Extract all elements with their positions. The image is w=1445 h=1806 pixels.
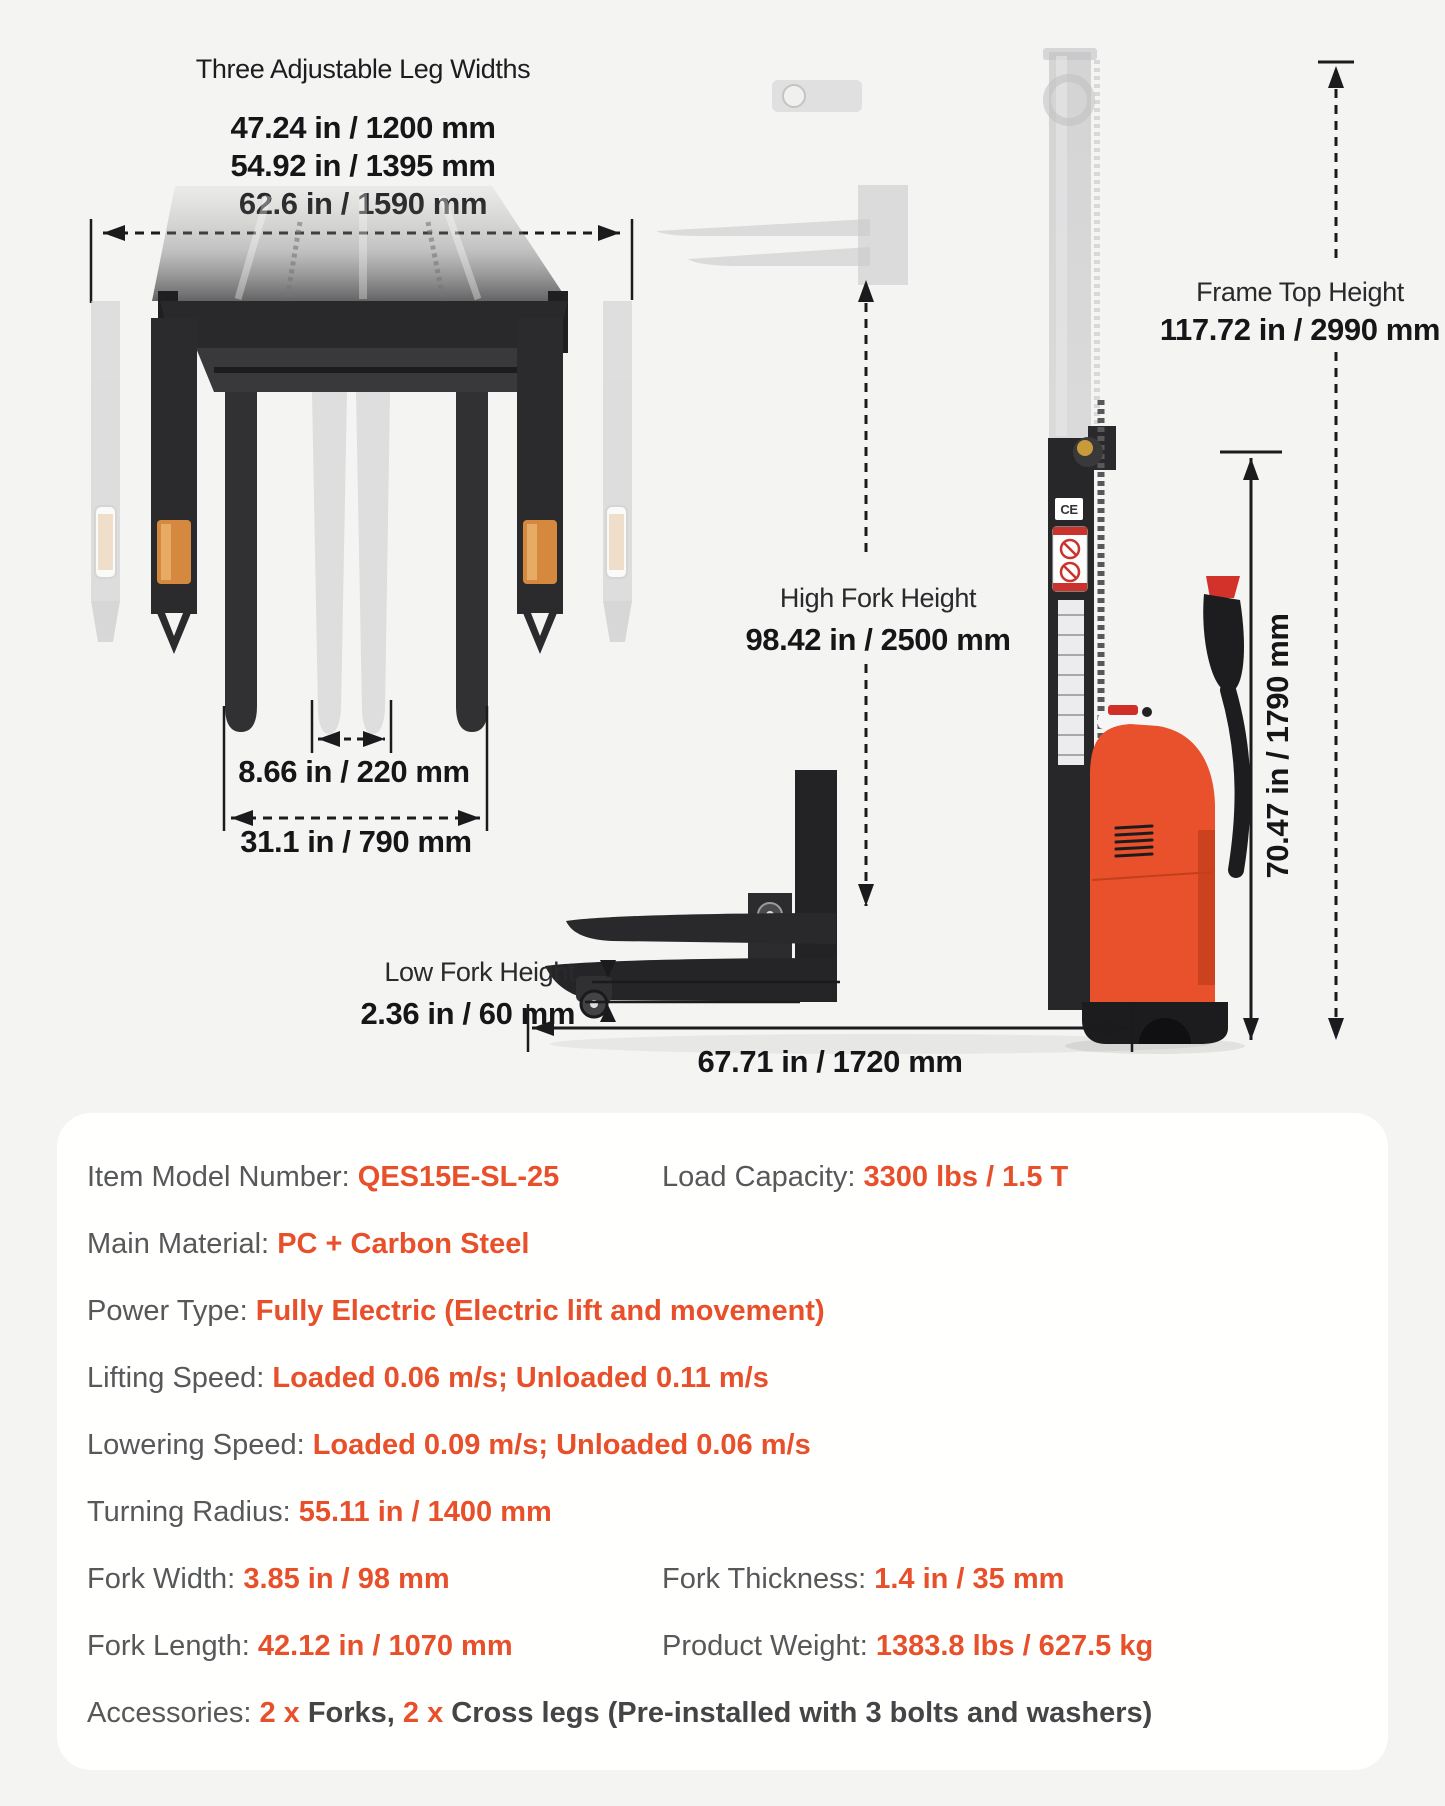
ghost-fork-center-right [356, 392, 390, 734]
cross-leg-left [151, 318, 197, 654]
spec-value: 3300 lbs / 1.5 T [863, 1161, 1069, 1193]
spec-accent-segment: 2 x [259, 1697, 308, 1729]
spec-value: Fully Electric (Electric lift and movement) [255, 1295, 825, 1327]
spec-lowering-speed [87, 1427, 1358, 1463]
leg-width-1200: 47.24 in / 1200 mm [230, 110, 496, 145]
fork-inner-spacing-value: 8.66 in / 220 mm [238, 754, 470, 789]
fork-outer-spacing-value: 31.1 in / 790 mm [240, 824, 472, 859]
spec-row-power-type [87, 1293, 1358, 1329]
spec-row-fork-width-thickness [87, 1561, 1358, 1597]
mast-height-value: 70.47 in / 1790 mm [1260, 613, 1295, 879]
fork-far-side-view [566, 913, 836, 944]
overall-length-value: 67.71 in / 1720 mm [697, 1044, 963, 1079]
spec-accent-segment: 2 x [402, 1697, 452, 1729]
fork-left-top-view [225, 392, 257, 732]
spec-value: 55.11 in / 1400 mm [298, 1496, 552, 1528]
spec-value: PC + Carbon Steel [277, 1228, 530, 1260]
high-fork-height-label: High Fork Height [779, 583, 977, 613]
frame-top-height-dimension [1318, 62, 1354, 1040]
spec-label: Accessories: [87, 1697, 252, 1729]
spec-dark-segment: Cross legs (Pre-installed with 3 bolts and washers) [451, 1697, 1153, 1729]
spec-label: Load Capacity: [662, 1161, 856, 1193]
spec-fork-thickness [662, 1561, 1358, 1597]
stacker-side-view [545, 400, 1245, 1054]
spec-label: Product Weight: [662, 1630, 868, 1662]
spec-row-fork-length-weight [87, 1628, 1358, 1664]
spec-label: Fork Width: [87, 1563, 236, 1595]
spec-lifting-speed [87, 1360, 1358, 1396]
spec-power-type [87, 1293, 1358, 1329]
spec-row-model-capacity [87, 1159, 1358, 1195]
spec-label: Item Model Number: [87, 1161, 350, 1193]
spec-value: 1383.8 lbs / 627.5 kg [875, 1630, 1154, 1662]
machine-body [1082, 705, 1228, 1044]
spec-load-capacity [662, 1159, 1358, 1195]
frame-top-height-label: Frame Top Height [1196, 277, 1404, 307]
ghost-fork-center-left [312, 392, 347, 734]
spec-label: Main Material: [87, 1228, 270, 1260]
ce-mark: CE [1060, 502, 1078, 517]
spec-row-lowering-speed [87, 1427, 1358, 1463]
spec-row-turning-radius [87, 1494, 1358, 1530]
low-fork-height-value: 2.36 in / 60 mm [360, 996, 575, 1031]
leg-width-1395: 54.92 in / 1395 mm [230, 148, 496, 183]
cross-leg-right [517, 318, 563, 654]
spec-row-accessories [87, 1695, 1358, 1731]
warning-label [1053, 527, 1087, 591]
spec-label: Fork Length: [87, 1630, 250, 1662]
spec-dark-segment: Forks, [307, 1697, 403, 1729]
spec-row-material [87, 1226, 1358, 1262]
spec-label: Power Type: [87, 1295, 248, 1327]
spec-label: Lifting Speed: [87, 1362, 265, 1394]
specifications-panel [57, 1113, 1388, 1770]
frame-top-height-value: 117.72 in / 2990 mm [1159, 312, 1441, 347]
high-fork-height-value: 98.42 in / 2500 mm [745, 622, 1011, 657]
spec-fork-width [87, 1561, 662, 1597]
stacker-top-view [91, 186, 632, 734]
spec-value: QES15E-SL-25 [357, 1161, 560, 1193]
spec-value: Loaded 0.09 m/s; Unloaded 0.06 m/s [312, 1429, 811, 1461]
spec-label: Lowering Speed: [87, 1429, 305, 1461]
ghost-leg-left [91, 301, 120, 642]
spec-row-lifting-speed [87, 1360, 1358, 1396]
spec-value: 1.4 in / 35 mm [874, 1563, 1065, 1595]
spec-accessories [87, 1695, 1358, 1731]
spec-product-weight [662, 1628, 1358, 1664]
spec-item-model [87, 1159, 662, 1195]
fork-right-top-view [456, 392, 488, 732]
ghost-leg-right [603, 301, 632, 642]
top-view-title: Three Adjustable Leg Widths [195, 54, 531, 84]
spec-value: 42.12 in / 1070 mm [257, 1630, 513, 1662]
spec-main-material [87, 1226, 1358, 1262]
spec-value: Loaded 0.06 m/s; Unloaded 0.11 m/s [272, 1362, 769, 1394]
spec-label: Turning Radius: [87, 1496, 291, 1528]
spec-fork-length [87, 1628, 662, 1664]
spec-label: Fork Thickness: [662, 1563, 867, 1595]
low-fork-height-label: Low Fork Height [384, 957, 575, 987]
spec-value: 3.85 in / 98 mm [243, 1563, 450, 1595]
spec-turning-radius [87, 1494, 1358, 1530]
top-view-diagram [91, 54, 632, 859]
